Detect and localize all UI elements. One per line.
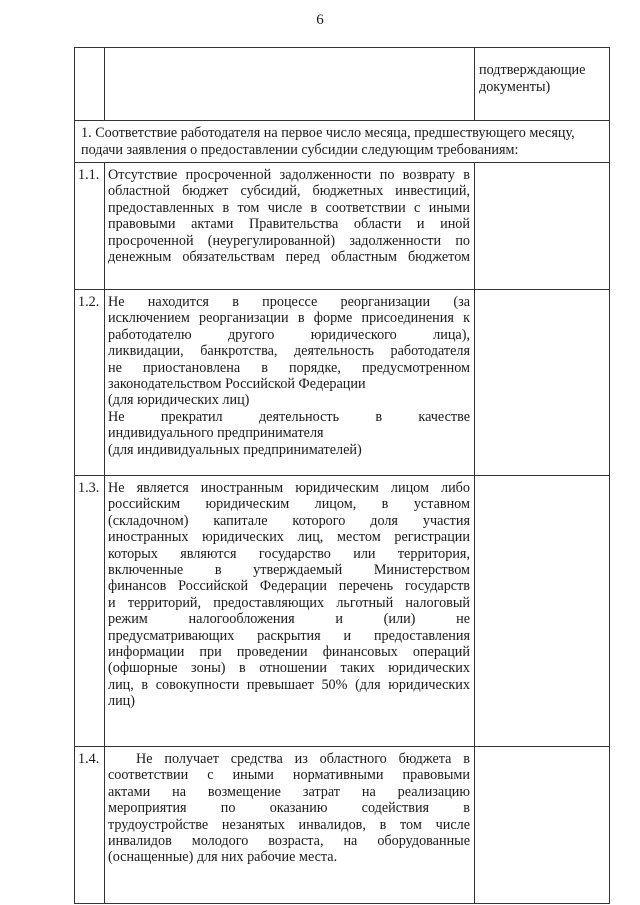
text-line: законодательством Российской Федерации bbox=[108, 376, 366, 393]
text-line: Не находится в процессе реорганизации (за bbox=[108, 294, 470, 310]
text-line: режим налогообложения и (или) не bbox=[108, 611, 470, 628]
text-line: предусматривающих раскрытия и предоставления bbox=[108, 627, 470, 644]
text-line: индивидуального предпринимателя bbox=[108, 425, 324, 442]
row-number: 1.2. bbox=[75, 290, 105, 476]
text-line: Отсутствие просроченной задолженности по возврату в bbox=[108, 167, 470, 183]
text-line: и территорий, предоставляющих льготный налоговый bbox=[108, 594, 470, 611]
requirements-table bbox=[74, 47, 610, 904]
text-line: (для юридических лиц) bbox=[108, 392, 250, 409]
row-doc bbox=[475, 290, 610, 476]
text-line: включенные в утверждаемый Министерством bbox=[108, 562, 470, 579]
row-number: 1.4. bbox=[75, 747, 105, 904]
text-line: лиц) bbox=[108, 693, 135, 710]
table-row bbox=[75, 476, 610, 747]
text-line: Не получает средства из областного бюджета в bbox=[136, 751, 470, 767]
text-line: мероприятия по оказанию содействия в bbox=[108, 800, 470, 817]
text-line: (офшорные зоны) в отношении таких юридических bbox=[108, 660, 470, 677]
text-line: соответствии с иными нормативными правовыми bbox=[108, 767, 470, 784]
text-line: лиц, в совокупности превышает 50% (для юридических bbox=[108, 676, 470, 693]
row-number: 1.1. bbox=[75, 163, 105, 290]
text-line: актами на возмещение затрат на реализацию bbox=[108, 783, 470, 800]
text-line: правовыми актами Правительства области и иной bbox=[108, 216, 470, 233]
table-row bbox=[75, 747, 610, 904]
header-doc-cell: подтверждающие документы) bbox=[475, 48, 610, 121]
text-line: инвалидов молодого возраста, на оборудованные bbox=[108, 833, 470, 850]
text-line: (для индивидуальных предпринимателей) bbox=[108, 441, 362, 458]
section-row bbox=[75, 121, 610, 163]
text-line: исключением реорганизации в форме присоединения к bbox=[108, 310, 470, 327]
page-number: 6 bbox=[316, 12, 324, 28]
text-line: не приостановлена в порядке, предусмотренном bbox=[108, 359, 470, 376]
text-line: иностранных юридических лиц, местом регистрации bbox=[108, 529, 470, 546]
header-text-cell bbox=[105, 48, 475, 121]
text-line: Не прекратил деятельность в качестве bbox=[108, 408, 470, 425]
text-line: работодателю другого юридического лица), bbox=[108, 326, 470, 343]
text-line: областной бюджет субсидий, бюджетных инвестиций, bbox=[108, 183, 470, 200]
text-line: которых являются государство или территория, bbox=[108, 545, 470, 562]
text-line: просроченной (неурегулированной) задолженности по bbox=[108, 232, 470, 249]
text-line: российским юридическим лицом, в уставном bbox=[108, 496, 470, 513]
row-text bbox=[105, 290, 475, 476]
table-header-row bbox=[75, 48, 610, 121]
text-line: (складочном) капитале которого доля участия bbox=[108, 512, 470, 529]
text-line: трудоустройстве незанятых инвалидов, в том числе bbox=[108, 816, 470, 833]
row-number: 1.3. bbox=[75, 476, 105, 747]
row-doc bbox=[475, 476, 610, 747]
header-num-cell bbox=[75, 48, 105, 121]
text-line: ликвидации, банкротства, деятельность работодателя bbox=[108, 343, 470, 360]
text-line: информации при проведении финансовых операций bbox=[108, 644, 470, 661]
row-text bbox=[105, 163, 475, 290]
row-doc bbox=[475, 747, 610, 904]
table-row bbox=[75, 163, 610, 290]
text-line: (оснащенные) для них рабочие места. bbox=[108, 849, 338, 866]
text-line: денежным обязательствам перед областным бюджетом bbox=[108, 249, 470, 266]
row-text bbox=[105, 747, 475, 904]
text-line: предоставленных в том числе в соответствии с иными bbox=[108, 199, 470, 216]
row-text bbox=[105, 476, 475, 747]
section-title: 1. Соответствие работодателя на первое число месяца, предшествующего месяцу, подачи заявления о предоставлении субсидии следующим требованиям: bbox=[75, 121, 610, 163]
text-line: Не является иностранным юридическим лицом либо bbox=[108, 480, 470, 496]
row-doc bbox=[475, 163, 610, 290]
table-row bbox=[75, 290, 610, 476]
text-line: финансов Российской Федерации перечень государств bbox=[108, 578, 470, 595]
